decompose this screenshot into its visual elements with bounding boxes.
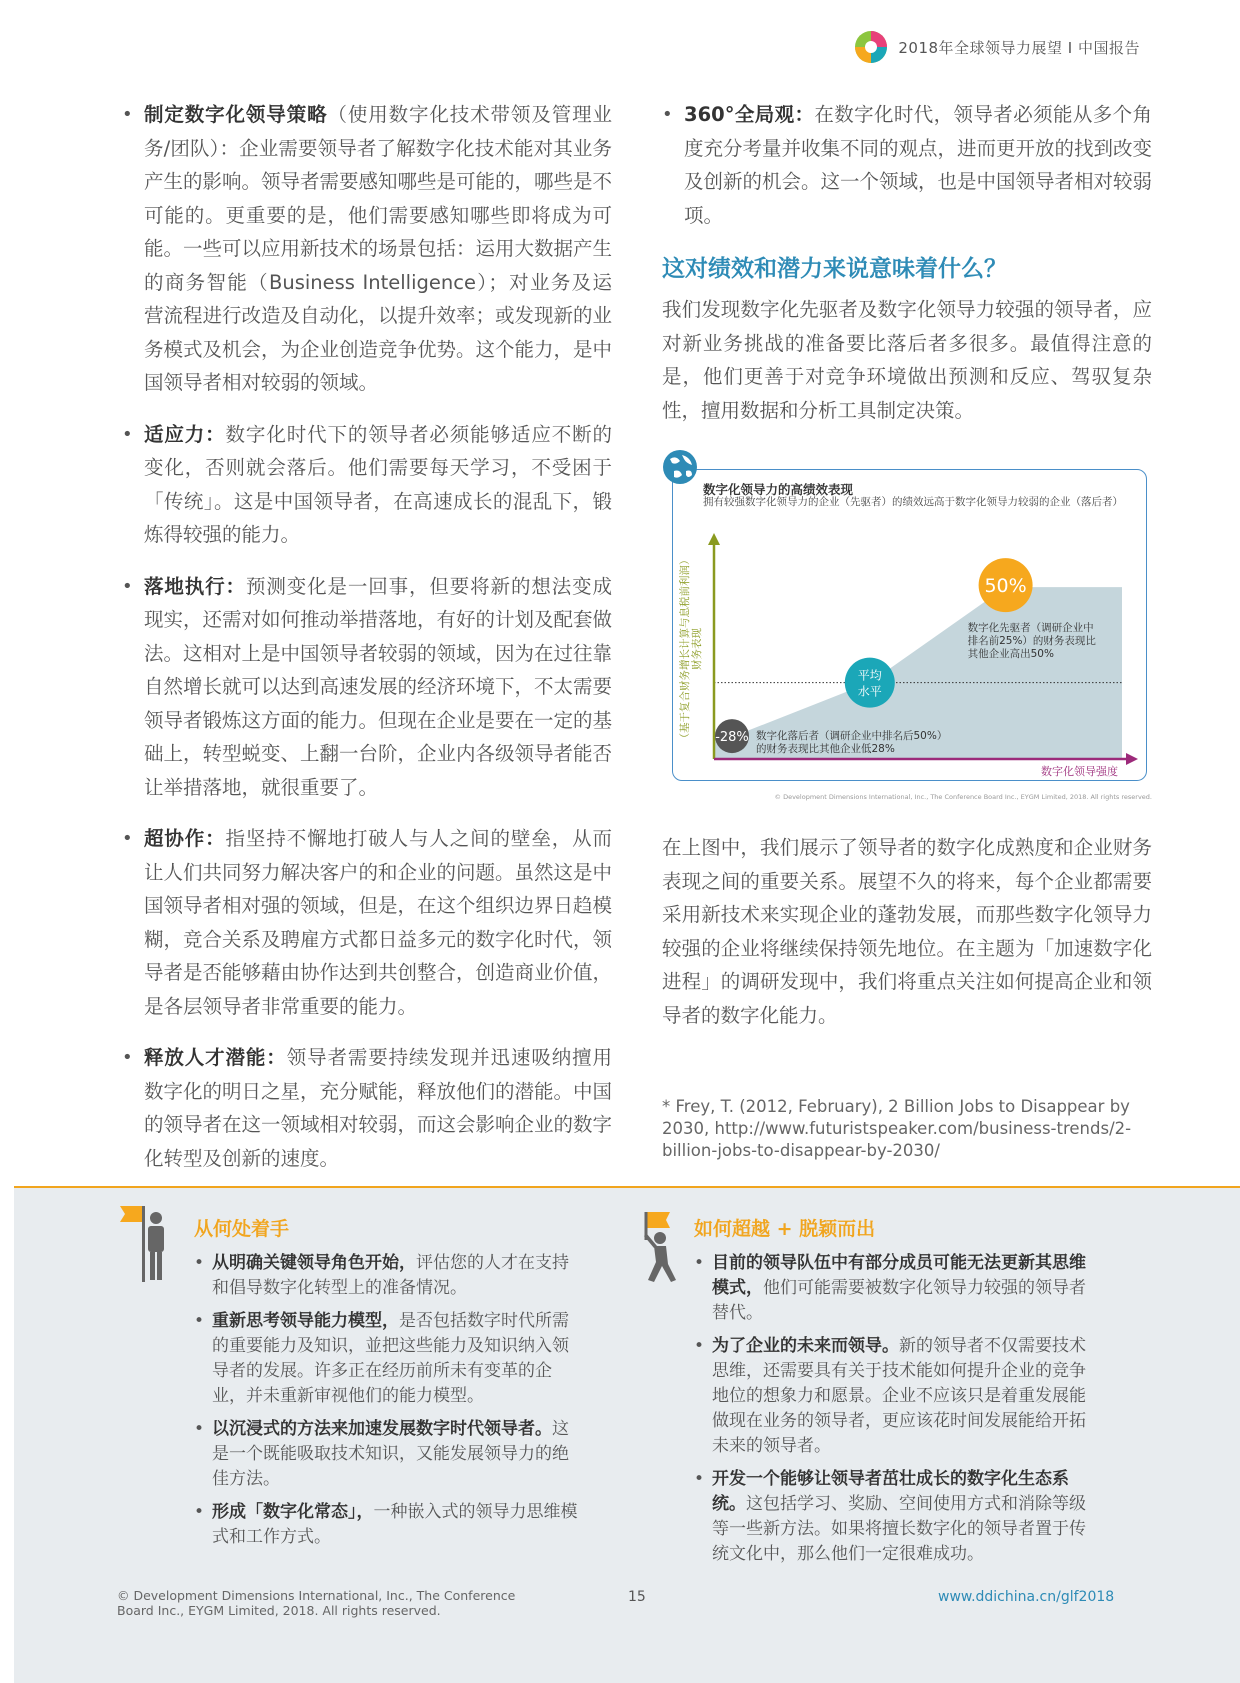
chart-copyright: © Development Dimensions International, Inc., The Conference Board Inc., EYGM Limited, 2018. All rights reserved. — [774, 793, 1152, 801]
high-annotation: 数字化先驱者（调研企业中 — [967, 622, 1094, 635]
bullet-hyper-collaboration: • 超协作：指坚持不懈地打破人与人之间的壁垒，从而让人们共同努力解决客户的和企业的问题。虽然这是中国领导者相对强的领域，但是，在这个组织边界日趋模糊，竞合关系及聘雇方式都日益多元的数字化时代，领导者是否能够藉由协作达到共创整合，创造商业价值，是各层领导者非常重要的能力。 — [122, 827, 613, 1018]
high-annotation: 其他企业高出50% — [967, 648, 1054, 661]
band-right-list — [694, 1251, 1094, 1567]
band-right — [694, 1214, 1094, 1575]
list-item: • 开发一个能够让领导者茁壮成长的数字化生态系统。这包括学习、奖励、空间使用方式和消除等级等一些新方法。如果将擅长数字化的领导者置于传统文化中，那么他们一定很难成功。 — [694, 1469, 1086, 1564]
y-axis-sublabel: （基于复合财务增长计算与息税前利润） — [679, 554, 691, 744]
globe-icon — [662, 449, 698, 485]
bullet-text: 预测变化是一回事，但要将新的想法变成现实，还需对如何推动举措落地，有好的计划及配套做法。这相对上是中国领导者较弱的领域，因为在过往靠自然增长就可以达到高速发展的经济环境下，不太需要领导者锻炼这方面的能力。但现在企业是要在一定的基础上，转型蜕变、上翻一台阶，企业内各级领导者能否让举措落地，就很重要了。 — [144, 574, 613, 799]
right-column — [662, 98, 1152, 1162]
bullet-title: 释放人才潜能： — [144, 1046, 287, 1069]
list-item: • 形成「数字化常态」，一种嵌入式的领导力思维模式和工作方式。 — [194, 1502, 578, 1547]
list-item: • 为了企业的未来而领导。新的领导者不仅需要技术思维，还需要具有关于技术能如何提升企业的竞争地位的想象力和愿景。企业不应该只是着重发展能做现在业务的领导者，更应该花时间发展能给开拓未来的领导者。 — [694, 1336, 1086, 1456]
chart-subtitle: 拥有较强数字化领导力的企业（先驱者）的绩效远高于数字化领导力较弱的企业（落后者） — [703, 496, 1123, 508]
header-title: 2018年全球领导力展望 I 中国报告 — [898, 38, 1140, 57]
report-logo-icon — [854, 30, 888, 64]
footer-copyright: © Development Dimensions International, Inc., The Conference Board Inc., EYGM Limited, 2018. All rights reserved. — [117, 1588, 516, 1618]
low-annotation: 数字化落后者（调研企业中排名后50%） — [756, 730, 948, 743]
bullet-text: 指坚持不懈地打破人与人之间的壁垒，从而让人们共同努力解决客户的和企业的问题。虽然这是中国领导者相对强的领域，但是，在这个组织边界日趋模糊，竞合关系及聘雇方式都日益多元的数字化时代，领导者是否能够藉由协作达到共创整合，创造商业价值，是各层领导者非常重要的能力。 — [144, 827, 613, 1018]
list-item: • 从明确关键领导角色开始，评估您的人才在支持和倡导数字化转型上的准备情况。 — [194, 1253, 569, 1298]
bullet-adaptability: • 适应力：数字化时代下的领导者必须能够适应不断的变化，否则就会落后。他们需要每天学习，不受困于「传统」。这是中国领导者，在高速成长的混乱下，锻炼得较强的能力。 — [122, 422, 612, 546]
page-header — [854, 30, 1140, 64]
bullet-execution: • 落地执行：预测变化是一回事，但要将新的想法变成现实，还需对如何推动举措落地，有好的计划及配套做法。这相对上是中国领导者较弱的领域，因为在过往靠自然增长就可以达到高速发展的经济环境下，不太需要领导者锻炼这方面的能力。但现在企业是要在一定的基础上，转型蜕变、上翻一台阶，企业内各级领导者能否让举措落地，就很重要了。 — [122, 574, 613, 799]
point-average-label-2: 水平 — [857, 684, 882, 699]
paragraph-summary: 在上图中，我们展示了领导者的数字化成熟度和企业财务表现之间的重要关系。展望不久的将来，每个企业都需要采用新技术来实现企业的蓬勃发展，而那些数字化领导力较强的企业将继续保持领先地位。在主题为「加速数字化进程」的调研发现中，我们将重点关注如何提高企业和领导者的数字化能力。 — [662, 836, 1152, 1027]
running-flag-person-icon — [626, 1210, 692, 1286]
section-heading: 这对绩效和潜力来说意味着什么？ — [662, 256, 1007, 282]
bullet-text: （使用数字化技术带领及管理业务/团队）：企业需要领导者了解数字化技术能对其业务产生的影响。领导者需要感知哪些是可能的，哪些是不可能的。更重要的是，他们需要感知哪些即将成为可能。一些可以应用新技术的场景包括：运用大数据产生的商务智能（Business Intelligence）；对业务及运营流程进行改造及自动化，以提升效率；或发现新的业务模式及机会，为企业创造竞争优势。这个能力，是中国领导者相对较弱的领域。 — [144, 103, 613, 394]
y-axis-label: 财务表现 — [691, 628, 703, 670]
bullet-title: 适应力： — [144, 422, 226, 446]
footnote: * Frey, T. (2012, February), 2 Billion Jobs to Disappear by 2030, http://www.futuristspeaker.com/business-trends/2-billion-jobs-to-disappear-by-2030/ — [662, 1097, 1132, 1160]
bullet-text: 领导者需要持续发现并迅速吸纳擅用数字化的明日之星，充分赋能，释放他们的潜能。中国的领导者在这一领域相对较弱，而这会影响企业的数字化转型及创新的速度。 — [144, 1046, 613, 1170]
bullet-digital-strategy: • 制定数字化领导策略（使用数字化技术带领及管理业务/团队）：企业需要领导者了解数字化技术能对其业务产生的影响。领导者需要感知哪些是可能的，哪些是不可能的。更重要的是，他们需要感知哪些即将成为可能。一些可以应用新技术的场景包括：运用大数据产生的商务智能（Business Intelligence）；对业务及运营流程进行改造及自动化，以提升效率；或发现新的业务模式及机会，为企业创造竞争优势。这个能力，是中国领导者相对较弱的领域。 — [122, 103, 613, 394]
band-left-list — [194, 1251, 584, 1550]
chart-title: 数字化领导力的高绩效表现 — [703, 482, 854, 497]
bullet-title: 制定数字化领导策略 — [144, 103, 328, 126]
point-average-label: 平均 — [857, 668, 882, 683]
band-left-title: 从何处着手 — [194, 1218, 290, 1240]
flag-person-icon — [116, 1204, 176, 1286]
bullet-title: 落地执行： — [144, 574, 246, 598]
y-axis-arrow — [708, 533, 720, 545]
low-annotation: 的财务表现比其他企业低28% — [756, 743, 895, 756]
chart-plot — [662, 449, 1152, 801]
paragraph-findings: 我们发现数字化先驱者及数字化领导力较强的领导者，应对新业务挑战的准备要比落后者多很多。最值得注意的是，他们更善于对竞争环境做出预测和反应、驾驭复杂性，擅用数据和分析工具制定决策。 — [662, 298, 1152, 422]
band-left — [194, 1214, 584, 1558]
footer-url-link[interactable]: www.ddichina.cn/glf2018 — [938, 1589, 1115, 1605]
bullet-text: 数字化时代下的领导者必须能够适应不断的变化，否则就会落后。他们需要每天学习，不受困于「传统」。这是中国领导者，在高速成长的混乱下，锻炼得较强的能力。 — [144, 422, 612, 546]
list-item: • 重新思考领导能力模型，是否包括数字时代所需的重要能力及知识，並把这些能力及知识纳入领导者的发展。许多正在经历前所未有变革的企业，并未重新审视他们的能力模型。 — [194, 1311, 569, 1406]
high-annotation: 排名前25%）的财务表现比 — [967, 635, 1096, 648]
left-column — [122, 98, 612, 1193]
bullet-talent-potential: • 释放人才潜能：领导者需要持续发现并迅速吸纳擅用数字化的明日之星，充分赋能，释放他们的潜能。中国的领导者在这一领域相对较弱，而这会影响企业的数字化转型及创新的速度。 — [122, 1046, 613, 1170]
point-high-label: 50% — [984, 575, 1027, 598]
list-item: • 目前的领导队伍中有部分成员可能无法更新其思维模式，他们可能需要被数字化领导力较强的领导者替代。 — [694, 1253, 1086, 1323]
bullet-title: 超协作： — [144, 827, 226, 850]
x-axis-label: 数字化领导强度 — [1041, 765, 1118, 778]
point-low-label: -28% — [715, 730, 749, 746]
x-axis-arrow — [1126, 753, 1138, 765]
chart-figure — [662, 449, 1152, 801]
bullet-360-view: • 360°全局观：在数字化时代，领导者必须能从多个角度充分考量并收集不同的观点，进而更开放的找到改变及创新的机会。这一个领域，也是中国领导者相对较弱项。 — [662, 103, 1153, 227]
list-item: • 以沉浸式的方法来加速发展数字时代领导者。这是一个既能吸取技术知识，又能发展领导力的绝佳方法。 — [194, 1419, 569, 1489]
page-number: 15 — [628, 1589, 646, 1605]
bullet-text: 在数字化时代，领导者必须能从多个角度充分考量并收集不同的观点，进而更开放的找到改变及创新的机会。这一个领域，也是中国领导者相对较弱项。 — [684, 103, 1153, 227]
band-right-title: 如何超越 + 脱颖而出 — [694, 1218, 876, 1240]
bullet-title: 360°全局观： — [684, 103, 815, 126]
